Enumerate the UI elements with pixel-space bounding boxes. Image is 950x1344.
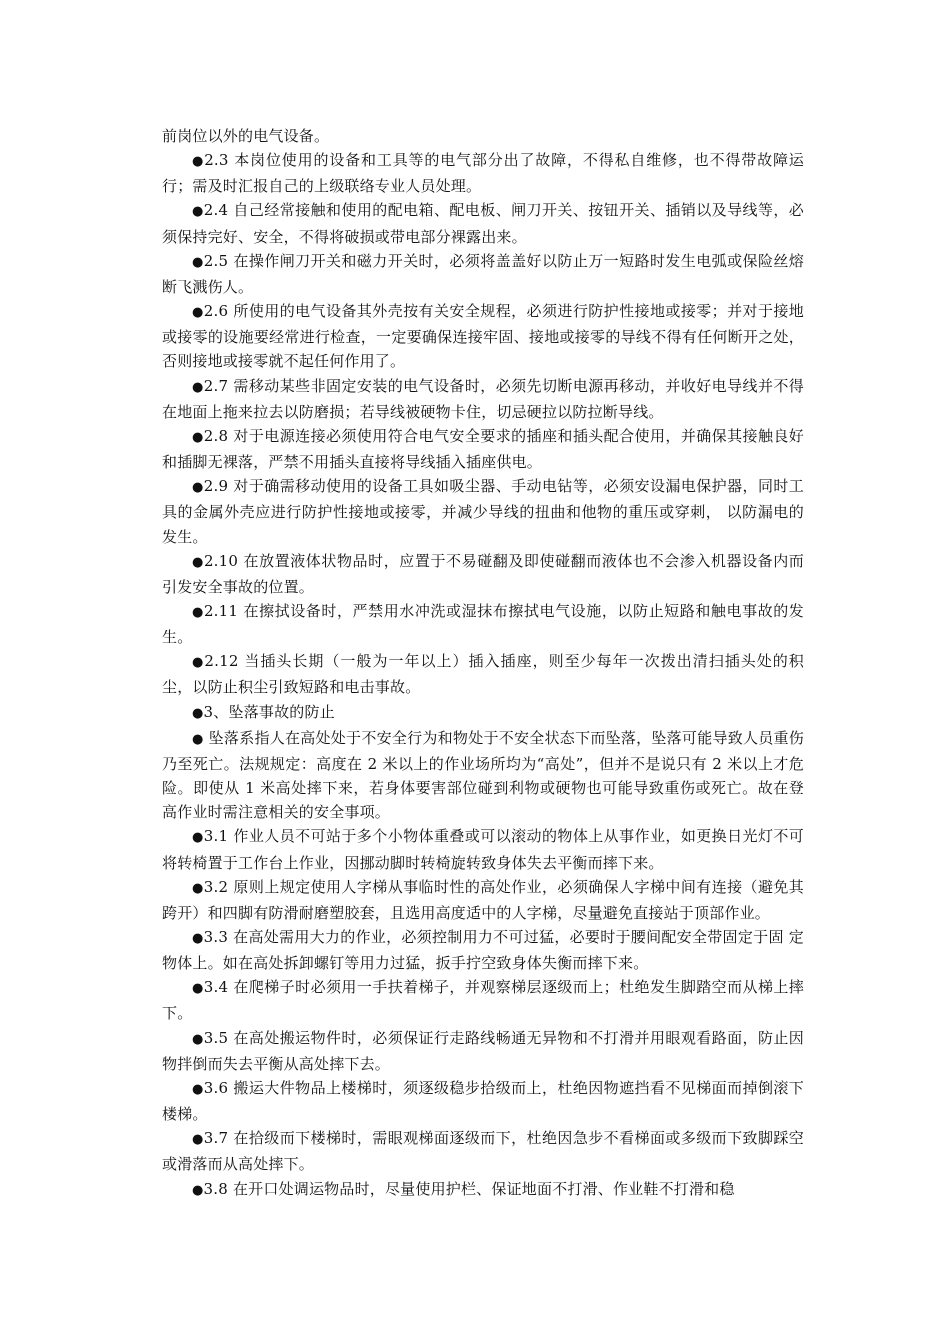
paragraph-text: 2.6 所使用的电气设备其外壳按有关安全规程，必须进行防护性接地或接零；并对于接地或接零的设施要经常进行检查，一定要确保连接牢固、接地或接零的导线不得有任何断开之处，否则接地或接零就不起任何作用了。	[162, 302, 805, 371]
paragraph-text: 2.8 对于电源连接必须使用符合电气安全要求的插座和插头配合使用，并确保其接触良好和插脚无裸落，严禁不用插头直接将导线插入插座供电。	[162, 426, 805, 472]
paragraph	[162, 700, 804, 726]
paragraph-text: 2.3 本岗位使用的设备和工具等的电气部分出了故障，不得私自维修，也不得带故障运行；需及时汇报自己的上级联络专业人员处理。	[162, 151, 804, 196]
paragraph-text: 3.5 在高处搬运物件时，必须保证行走路线畅通无异物和不打滑并用眼观看路面，防止因物拌倒而失去平衡从高处摔下去。	[162, 1028, 805, 1073]
bullet-icon: ●	[192, 204, 204, 220]
paragraph	[162, 726, 804, 825]
paragraph-text: 3.4 在爬梯子时必须用一手扶着梯子，并观察梯层逐级而上；杜绝发生脚踏空而从梯上摔下。	[162, 978, 805, 1023]
paragraph-text: 2.9 对于确需移动使用的设备工具如吸尘器、手动电钻等，必须安设漏电保护器，同时工具的金属外壳应进行防护性接地或接零，并减少导线的扭曲和他物的重压或穿刺， 以防漏电的发生。	[162, 477, 805, 546]
paragraph-text: 3、坠落事故的防止	[203, 702, 335, 721]
bullet-icon: ●	[192, 705, 204, 721]
paragraph-text: 3.3 在高处需用大力的作业，必须控制用力不可过猛，必要时于腰间配安全带固定于固 定物体上。如在高处拆卸螺钉等用力过猛，扳手拧空致身体失衡而摔下来。	[162, 928, 804, 973]
document-body	[162, 124, 804, 1203]
bullet-icon: ●	[192, 1182, 204, 1198]
paragraph	[162, 198, 804, 248]
bullet-icon: ●	[192, 1031, 204, 1047]
bullet-icon: ●	[192, 480, 204, 496]
paragraph	[162, 299, 804, 373]
paragraph	[162, 374, 804, 424]
paragraph-text: 3.8 在开口处调运物品时，尽量使用护栏、保证地面不打滑、作业鞋不打滑和稳	[203, 1179, 735, 1198]
paragraph-text: 2.11 在擦拭设备时，严禁用水冲洗或湿抹布擦拭电气设施，以防止短路和触电事故的发生。	[162, 601, 805, 647]
bullet-icon: ●	[192, 305, 204, 321]
paragraph	[162, 1177, 804, 1203]
bullet-icon: ●	[192, 254, 204, 270]
paragraph-text: 3.1 作业人员不可站于多个小物体重叠或可以滚动的物体上从事作业，如更换日光灯不可将转椅置于工作台上作业，因挪动脚时转椅旋转致身体失去平衡而摔下来。	[162, 827, 805, 872]
paragraph-text: 3.7 在拾级而下楼梯时，需眼观梯面逐级而下，杜绝因急步不看梯面或多级而下致脚踩空或滑落而从高处摔下。	[162, 1129, 805, 1174]
paragraph	[162, 824, 804, 874]
paragraph	[162, 148, 804, 198]
paragraph	[162, 599, 804, 649]
bullet-icon: ●	[192, 981, 204, 997]
bullet-icon: ●	[192, 731, 204, 747]
paragraph-text: 3.6 搬运大件物品上楼梯时，须逐级稳步拾级而上，杜绝因物遮挡看不见梯面而掉倒滚下楼梯。	[162, 1078, 805, 1124]
bullet-icon: ●	[192, 154, 205, 170]
bullet-icon: ●	[192, 554, 204, 570]
paragraph-text: 3.2 原则上规定使用人字梯从事临时性的高处作业，必须确保人字梯中间有连接（避免其跨开）和四脚有防滑耐磨塑胶套，且选用高度适中的人字梯，尽量避免直接站于顶部作业。	[162, 877, 805, 922]
paragraph	[162, 124, 804, 148]
paragraph	[162, 424, 804, 474]
paragraph	[162, 975, 804, 1025]
paragraph	[162, 875, 804, 925]
paragraph	[162, 1126, 804, 1176]
paragraph-text: 2.7 需移动某些非固定安装的电气设备时，必须先切断电源再移动，并收好电导线并不得在地面上拖来拉去以防磨损；若导线被硬物卡住，切忌硬拉以防拉断导线。	[162, 376, 805, 421]
bullet-icon: ●	[192, 830, 204, 846]
paragraph-text: 2.5 在操作闸刀开关和磁力开关时，必须将盖盖好以防止万一短路时发生电弧或保险丝熔断飞溅伤人。	[162, 251, 805, 296]
bullet-icon: ●	[192, 655, 205, 671]
paragraph-text: 2.10 在放置液体状物品时，应置于不易碰翻及即使碰翻而液体也不会渗入机器设备内而引发安全事故的位置。	[162, 551, 805, 596]
paragraph	[162, 249, 804, 299]
paragraph-text: 2.4 自己经常接触和使用的配电箱、配电板、闸刀开关、按钮开关、插销以及导线等，必须保持完好、安全，不得将破损或带电部分裸露出来。	[162, 201, 805, 246]
paragraph-text: 前岗位以外的电气设备。	[162, 127, 330, 145]
bullet-icon: ●	[192, 429, 204, 445]
bullet-icon: ●	[192, 604, 204, 620]
paragraph	[162, 1076, 804, 1126]
paragraph	[162, 925, 804, 975]
bullet-icon: ●	[192, 931, 204, 946]
bullet-icon: ●	[192, 1132, 204, 1148]
bullet-icon: ●	[192, 880, 204, 896]
paragraph	[162, 649, 804, 699]
bullet-icon: ●	[192, 379, 204, 395]
paragraph	[162, 549, 804, 599]
paragraph-text: 2.12 当插头长期（一般为一年以上）插入插座，则至少每年一次拨出清扫插头处的积尘，以防止积尘引致短路和电击事故。	[162, 652, 804, 697]
paragraph-text: 坠落系指人在高处处于不安全行为和物处于不安全状态下而坠落，坠落可能导致人员重伤乃至死亡。法规规定：高度在 2 米以上的作业场所均为“高处”，但并不是说只有 2 米以上才危险。即使从 1 米高处摔下来，若身体要害部位碰到利物或硬物也可能导致重伤或死亡。故在登高作业时需注意相关的安全事项。	[162, 728, 805, 822]
bullet-icon: ●	[192, 1081, 204, 1097]
paragraph	[162, 474, 804, 548]
paragraph	[162, 1026, 804, 1076]
